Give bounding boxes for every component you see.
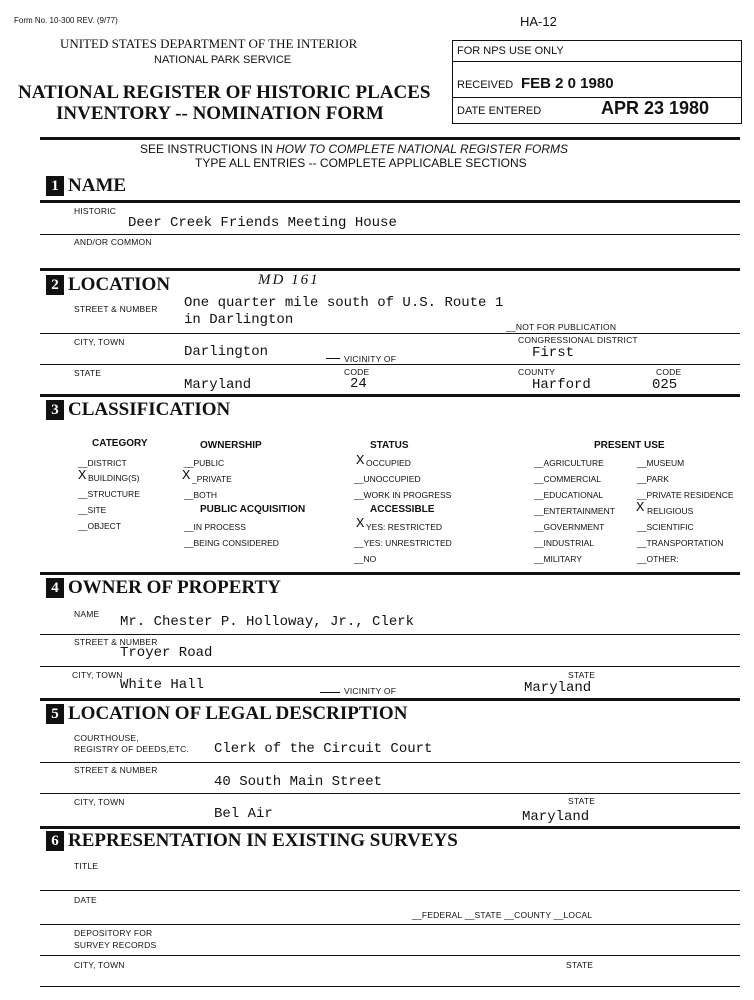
owner-city-label: CITY, TOWN	[72, 670, 123, 680]
section-title-surveys: REPRESENTATION IN EXISTING SURVEYS	[68, 830, 458, 851]
section-number: 5	[46, 704, 64, 724]
county-code-label: CODE	[656, 367, 682, 377]
check-mark: X	[182, 468, 191, 484]
legal-state: Maryland	[522, 809, 590, 825]
check-mark: X	[356, 453, 365, 469]
section-rule	[40, 698, 740, 701]
category-option: BUILDING(S)	[88, 473, 140, 483]
public-acquisition-heading: PUBLIC ACQUISITION	[200, 504, 306, 515]
county-value: Harford	[532, 377, 591, 393]
blank-line	[326, 358, 340, 359]
department-name: UNITED STATES DEPARTMENT OF THE INTERIOR	[60, 36, 358, 51]
survey-state-label: STATE	[566, 960, 594, 970]
category-heading: CATEGORY	[92, 438, 148, 449]
category-option: __SITE	[78, 505, 107, 515]
legal-state-label: STATE	[568, 796, 596, 806]
field-rule	[40, 364, 740, 365]
owner-name-label: NAME	[74, 609, 100, 619]
blank-line	[320, 692, 340, 693]
not-for-publication: __NOT FOR PUBLICATION	[506, 322, 617, 332]
section-title-legal-description: LOCATION OF LEGAL DESCRIPTION	[68, 703, 408, 724]
state-label: STATE	[74, 368, 102, 378]
instructions-line2: TYPE ALL ENTRIES -- COMPLETE APPLICABLE SECTIONS	[195, 156, 527, 170]
status-heading: STATUS	[370, 440, 409, 451]
section-number: 2	[46, 275, 64, 295]
survey-city-label: CITY, TOWN	[74, 960, 125, 970]
courthouse-value: Clerk of the Circuit Court	[214, 741, 433, 757]
city-value: Darlington	[184, 344, 269, 360]
courthouse-label: COURTHOUSE,	[74, 733, 139, 743]
date-entered-label: DATE ENTERED	[457, 105, 542, 117]
county-label: COUNTY	[518, 367, 556, 377]
box-divider	[453, 61, 741, 62]
use-option: __PRIVATE RESIDENCE	[637, 490, 734, 500]
field-rule	[40, 666, 740, 667]
section-number: 3	[46, 400, 64, 420]
use-option: RELIGIOUS	[647, 506, 694, 516]
state-code-label: CODE	[344, 367, 370, 377]
field-rule	[40, 333, 740, 334]
present-use-heading: PRESENT USE	[594, 440, 665, 451]
section-rule	[40, 268, 740, 271]
common-name-label: AND/OR COMMON	[74, 237, 152, 247]
instructions-line1	[140, 142, 568, 156]
use-option: __PARK	[637, 474, 669, 484]
received-label: RECEIVED	[457, 79, 514, 91]
check-mark: X	[78, 468, 87, 484]
owner-street: Troyer Road	[120, 645, 213, 661]
survey-date-label: DATE	[74, 895, 97, 905]
check-mark: X	[636, 500, 645, 516]
survey-title-label: TITLE	[74, 861, 99, 871]
nps-use-box	[452, 40, 742, 124]
acquisition-option: __BEING CONSIDERED	[184, 538, 279, 548]
category-option: __DISTRICT	[78, 458, 127, 468]
field-rule	[40, 924, 740, 925]
field-rule	[40, 634, 740, 635]
handwritten-annotation: MD 161	[258, 272, 320, 288]
state-code-value: 24	[350, 376, 367, 392]
use-option: __AGRICULTURE	[534, 458, 604, 468]
section-title-owner: OWNER OF PROPERTY	[68, 577, 281, 598]
state-value: Maryland	[184, 377, 252, 393]
use-option: __ENTERTAINMENT	[534, 506, 615, 516]
owner-state-label: STATE	[568, 670, 596, 680]
depository-label-line1: DEPOSITORY FOR	[74, 928, 153, 938]
street-line1: One quarter mile south of U.S. Route 1	[184, 295, 504, 311]
accessible-option: YES: RESTRICTED	[366, 522, 443, 532]
use-option: __EDUCATIONAL	[534, 490, 604, 500]
use-option: __COMMERCIAL	[534, 474, 602, 484]
street-number-label: STREET & NUMBER	[74, 304, 158, 314]
form-title-line2: INVENTORY -- NOMINATION FORM	[56, 103, 384, 124]
use-option: __GOVERNMENT	[534, 522, 605, 532]
ownership-option: _PRIVATE	[192, 474, 232, 484]
service-name: NATIONAL PARK SERVICE	[154, 54, 292, 66]
congressional-district-value: First	[532, 345, 575, 361]
use-option: __INDUSTRIAL	[534, 538, 594, 548]
section-title-name: NAME	[68, 175, 127, 196]
field-rule	[40, 234, 740, 235]
section-rule	[40, 200, 740, 203]
accessible-option: __NO	[354, 554, 377, 564]
box-divider	[453, 97, 741, 98]
county-code-value: 025	[652, 377, 678, 393]
depository-label-line2: SURVEY RECORDS	[74, 940, 157, 950]
field-rule	[40, 793, 740, 794]
form-title-line1: NATIONAL REGISTER OF HISTORIC PLACES	[18, 82, 431, 103]
section-title-location: LOCATION	[68, 274, 171, 295]
section-number: 4	[46, 578, 64, 598]
field-rule	[40, 890, 740, 891]
owner-city: White Hall	[120, 677, 205, 693]
city-town-label: CITY, TOWN	[74, 337, 125, 347]
use-option: __OTHER:	[637, 554, 679, 564]
use-option: __MUSEUM	[637, 458, 685, 468]
form-number: Form No. 10-300 REV. (9/77)	[14, 16, 118, 25]
legal-street-label: STREET & NUMBER	[74, 765, 158, 775]
use-option: __TRANSPORTATION	[637, 538, 724, 548]
section-number: 6	[46, 831, 64, 851]
use-option: __SCIENTIFIC	[637, 522, 694, 532]
check-mark: X	[356, 516, 365, 532]
field-rule	[40, 762, 740, 763]
owner-name: Mr. Chester P. Holloway, Jr., Clerk	[120, 614, 415, 630]
field-rule	[40, 986, 740, 987]
category-option: __OBJECT	[78, 521, 121, 531]
congressional-district-label: CONGRESSIONAL DISTRICT	[518, 335, 638, 345]
owner-street-label: STREET & NUMBER	[74, 637, 158, 647]
use-option: __MILITARY	[534, 554, 582, 564]
instructions-italic: HOW TO COMPLETE NATIONAL REGISTER FORMS	[276, 142, 569, 156]
accessible-heading: ACCESSIBLE	[370, 504, 435, 515]
owner-state: Maryland	[524, 680, 592, 696]
section-rule	[40, 394, 740, 397]
vicinity-label: VICINITY OF	[344, 354, 397, 364]
accessible-option: __YES: UNRESTRICTED	[354, 538, 452, 548]
ownership-option: __PUBLIC	[184, 458, 225, 468]
nps-box-label: FOR NPS USE ONLY	[457, 45, 564, 57]
owner-vicinity-label: VICINITY OF	[344, 686, 397, 696]
survey-levels: __FEDERAL __STATE __COUNTY __LOCAL	[412, 910, 593, 920]
historic-name: Deer Creek Friends Meeting House	[128, 215, 397, 231]
section-title-classification: CLASSIFICATION	[68, 399, 231, 420]
status-option: __UNOCCUPIED	[354, 474, 421, 484]
received-date: FEB 2 0 1980	[521, 75, 614, 92]
street-line2: in Darlington	[184, 312, 294, 328]
field-rule	[40, 955, 740, 956]
section-rule	[40, 572, 740, 575]
ownership-option: __BOTH	[184, 490, 218, 500]
header-rule	[40, 137, 740, 140]
registry-label: REGISTRY OF DEEDS,ETC.	[74, 744, 190, 754]
instructions-prefix: SEE INSTRUCTIONS IN	[140, 142, 277, 156]
section-rule	[40, 826, 740, 829]
ownership-heading: OWNERSHIP	[200, 440, 262, 451]
acquisition-option: __IN PROCESS	[184, 522, 246, 532]
section-number: 1	[46, 176, 64, 196]
status-option: OCCUPIED	[366, 458, 411, 468]
reference-code: HA-12	[520, 14, 557, 29]
date-entered-value: APR 23 1980	[601, 98, 710, 118]
legal-street: 40 South Main Street	[214, 774, 383, 790]
historic-label: HISTORIC	[74, 206, 117, 216]
status-option: __WORK IN PROGRESS	[354, 490, 452, 500]
legal-city: Bel Air	[214, 806, 273, 822]
legal-city-label: CITY, TOWN	[74, 797, 125, 807]
category-option: __STRUCTURE	[78, 489, 140, 499]
